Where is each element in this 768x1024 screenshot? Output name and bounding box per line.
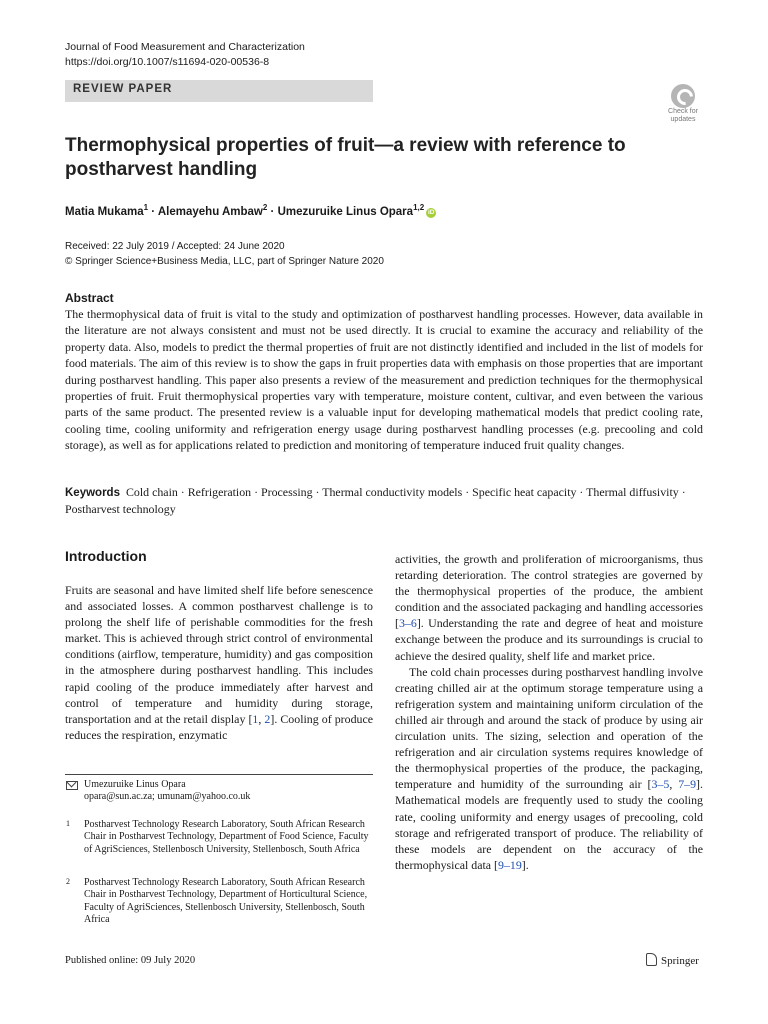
check-updates-label: Check for updates: [668, 108, 698, 123]
intro-left-column: [65, 582, 373, 743]
citation-link[interactable]: 1: [252, 711, 259, 726]
paragraph-text: ]. Mathematical models are frequently used to study the cooling rate, cooling uniformity and energy usages of precooling, cold storage and refrigerated transport of produce. The reliability of these models are dependent on the accuracy of the thermophysical data [: [395, 777, 703, 872]
citation-link[interactable]: 3–5: [651, 777, 670, 792]
affiliation-2: Postharvest Technology Research Laboratory, South African Research Chair in Postharvest Technology, Department of Horticultural Science, Faculty of AgriSciences, Stellenbosch University, Stellenbosch, South Africa: [84, 877, 368, 926]
affiliation-1: Postharvest Technology Research Laboratory, South African Research Chair in Postharvest Technology, Department of Food Science, Faculty of AgriSciences, Stellenbosch University, Stellenbosch, South Africa: [84, 819, 369, 855]
section-band: [65, 80, 373, 102]
intro-right-column: [395, 551, 703, 873]
paragraph-text: ].: [521, 857, 529, 872]
author-affiliation: 1: [143, 203, 149, 212]
author-separator: ·: [148, 205, 158, 218]
corresponding-author: [84, 779, 372, 804]
paragraph-text: Fruits are seasonal and have limited shelf life before senescence and associated losses. A common postharvest challenge is to prolong the shelf life of perishable commodities for the fresh market. This is achieved through strict control of environmental conditions (airflow, temperature, humidity) and gas composition in the atmosphere during postharvest handling. This includes rapid cooling of the produce immediately after harvest and control of temperature and humidity during storage, transportation and at the retail display [: [65, 583, 373, 726]
author-affiliation: 1,2: [413, 203, 425, 212]
author-name[interactable]: Alemayehu Ambaw: [157, 205, 263, 218]
journal-header: [65, 40, 305, 70]
abstract-text: The thermophysical data of fruit is vital to the study and optimization of postharvest handling processes. However, data available in the literature are not always consistent and must not be used directly. It is crucial to examine the accuracy and reliability of the property data. Also, models to predict the thermal properties of fruit are not distinctly identified and included in the list of models for food materials. The aim of this review is to show the gaps in fruit properties data with emphasis on those properties that are important during postharvest handling. This paper also presents a review of the measurement and prediction techniques for the thermophysical properties of fruit. Fruit thermophysical properties vary with temperature, moisture content, cultivar, and even between the various parts of the same product. The presented review is a valuable input for developing mathematical models that predict cooling rate, cooling time, cooling uniformity and refrigeration energy usage during postharvest handling processes (e.g. precooling and cold storage), as well as for applications related to prediction and monitoring of temperature induced fruit quality changes.: [65, 307, 703, 453]
corresponding-email[interactable]: opara@sun.ac.za; umunam@yahoo.co.uk: [84, 791, 251, 803]
paragraph-text: The cold chain processes during postharvest handling involve creating chilled air at the optimum storage temperature using a refrigeration system and maintaining uniform circulation of the chilled air through and around the stack of produce by using air circulation units. The sizing, selection and operation of the refrigeration and air circulation systems requires knowledge of the thermophysical properties of the produce, the packaging, temperature and humidity of the surrounding air [: [395, 664, 703, 792]
published-date: Published online: 09 July 2020: [65, 955, 196, 966]
introduction-heading: Introduction: [65, 548, 147, 564]
doi-link[interactable]: https://doi.org/10.1007/s11694-020-00536-8: [65, 56, 270, 68]
abstract-heading: Abstract: [65, 291, 114, 305]
paragraph-text: ]. Understanding the rate and degree of heat and moisture exchange between the produce and its surroundings is crucial to achieve the desired quality, shelf life and market price.: [395, 616, 703, 663]
paragraph-text: ,: [669, 777, 679, 792]
publisher-name: Springer: [661, 955, 699, 967]
paragraph: [395, 664, 703, 873]
envelope-icon: [66, 781, 78, 790]
citation-link[interactable]: 3–6: [398, 616, 417, 631]
keywords-label: Keywords: [65, 487, 120, 499]
affiliation-number: 1: [66, 819, 70, 828]
author-separator: ·: [267, 205, 278, 218]
publisher-logo: [646, 953, 699, 967]
affiliation-number: 2: [66, 877, 70, 886]
keywords: [65, 484, 705, 518]
citation-link[interactable]: 2: [264, 711, 271, 726]
springer-horse-icon: [646, 953, 657, 966]
author-list: [65, 203, 436, 218]
section-label: REVIEW PAPER: [73, 83, 173, 95]
corresponding-name: Umezuruike Linus Opara: [84, 779, 186, 790]
author-affiliation: 2: [262, 203, 268, 212]
author-name[interactable]: Matia Mukama: [65, 205, 144, 218]
citation-link[interactable]: 7–9: [678, 777, 697, 792]
copyright: © Springer Science+Business Media, LLC, part of Springer Nature 2020: [65, 255, 384, 267]
journal-name: Journal of Food Measurement and Characterization: [65, 41, 305, 53]
keywords-text: Cold chain · Refrigeration · Processing · Thermal conductivity models · Specific heat capacity · Thermal diffusivity · Postharvest technology: [65, 485, 686, 517]
paragraph: [395, 551, 703, 664]
check-updates-icon: [671, 84, 695, 108]
paragraph-text: activities, the growth and proliferation of microorganisms, thus retarding deterioration. The control strategies are governed by the thermophysical properties of the produce, the ambient condition and the associated packaging and handling accessories [: [395, 552, 703, 631]
check-for-updates-badge[interactable]: [665, 84, 701, 124]
article-title: Thermophysical properties of fruit—a review with reference to postharvest handling: [65, 135, 626, 180]
paragraph-text: ]. Cooling of produce reduces the respiration, enzymatic: [65, 711, 374, 742]
received-accepted: Received: 22 July 2019 / Accepted: 24 June 2020: [65, 241, 285, 252]
orcid-icon[interactable]: iD: [427, 208, 435, 216]
footnote-divider: [65, 774, 373, 775]
paragraph-text: ,: [258, 711, 265, 726]
citation-link[interactable]: 9–19: [498, 857, 522, 872]
author-name[interactable]: Umezuruike Linus Opara: [277, 205, 414, 218]
article-dates: [65, 240, 384, 269]
